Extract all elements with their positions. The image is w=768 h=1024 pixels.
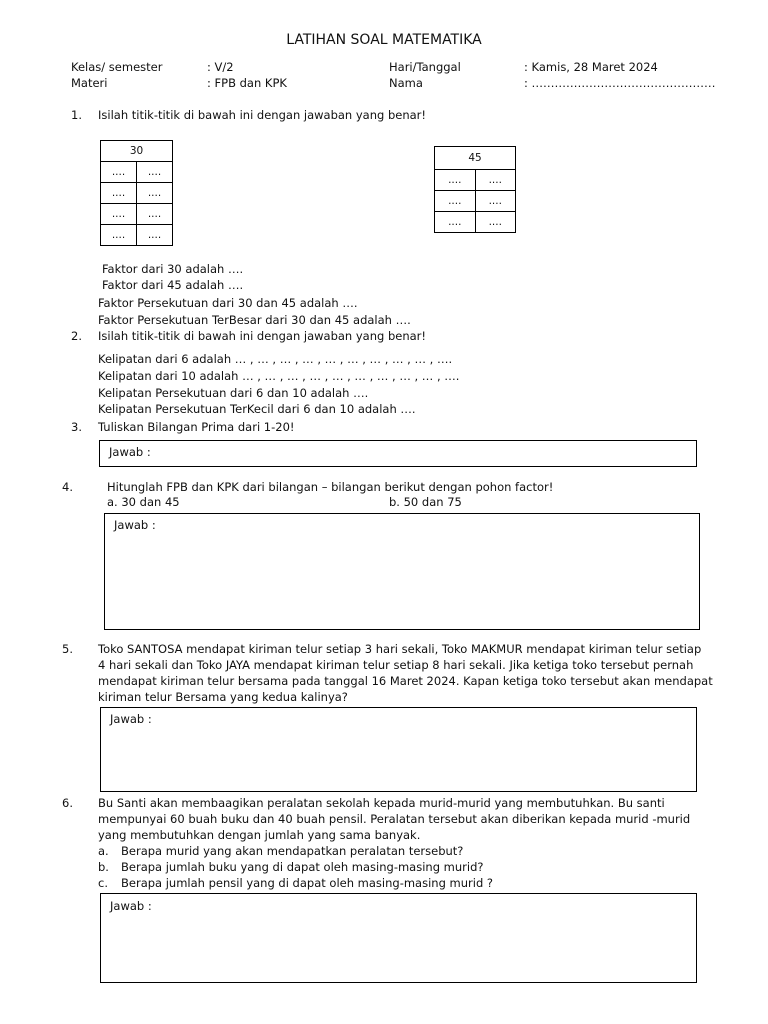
factor-cell: .... [137, 225, 173, 246]
q6-jawab-label: Jawab : [110, 899, 152, 913]
q1-line: Faktor Persekutuan dari 30 dan 45 adalah …. [98, 296, 358, 310]
q5-line: 4 hari sekali dan Toko JAYA mendapat kiriman telur setiap 8 hari sekali. Jika ketiga toko tersebut pernah [98, 658, 694, 672]
factor-cell: .... [137, 162, 173, 183]
q2-number: 2. [71, 329, 82, 343]
factor-cell: .... [101, 162, 137, 183]
factor-cell: .... [435, 170, 476, 191]
q6-sub-label: a. [98, 844, 109, 858]
q1-line: Faktor dari 45 adalah …. [102, 278, 244, 292]
factor-cell: .... [475, 170, 516, 191]
nama-value: : ………………………………………… [524, 76, 716, 90]
factor-cell: .... [137, 183, 173, 204]
factor-table-30 [100, 140, 173, 246]
materi-label: Materi [71, 76, 108, 90]
q5-line: kiriman telur Bersama yang kedua kalinya? [98, 690, 348, 704]
q6-line: mempunyai 60 buah buku dan 40 buah pensil. Peralatan tersebut akan diberikan kepada murid -murid [98, 812, 691, 826]
q5-jawab-label: Jawab : [110, 712, 152, 726]
q3-text: Tuliskan Bilangan Prima dari 1-20! [98, 420, 295, 434]
factor-cell: .... [435, 191, 476, 212]
q2-line: Kelipatan Persekutuan TerKecil dari 6 dan 10 adalah …. [98, 402, 416, 416]
q1-text: Isilah titik-titik di bawah ini dengan jawaban yang benar! [98, 108, 427, 122]
q2-line: Kelipatan Persekutuan dari 6 dan 10 adalah …. [98, 386, 369, 400]
q6-sub-text: Berapa jumlah buku yang di dapat oleh masing-masing murid? [121, 860, 484, 874]
q2-line: Kelipatan dari 6 adalah … , … , … , … , … , … , … , … , … , …. [98, 352, 453, 366]
q5-number: 5. [62, 642, 73, 656]
factor-table-45-head: 45 [435, 147, 516, 170]
q6-line: Bu Santi akan membaagikan peralatan sekolah kepada murid-murid yang membutuhkan. Bu santi [98, 796, 665, 810]
q6-answer-box[interactable] [100, 893, 697, 983]
hari-label: Hari/Tanggal [389, 60, 461, 74]
q4-text: Hitunglah FPB dan KPK dari bilangan – bilangan berikut dengan pohon factor! [107, 480, 554, 494]
factor-cell: .... [475, 212, 516, 233]
q5-line: mendapat kiriman telur bersama pada tanggal 16 Maret 2024. Kapan ketiga toko tersebut akan mendapat [98, 674, 713, 688]
materi-value: : FPB dan KPK [207, 76, 287, 90]
factor-cell: .... [101, 204, 137, 225]
q1-line: Faktor Persekutuan TerBesar dari 30 dan 45 adalah …. [98, 313, 411, 327]
kelas-value: : V/2 [207, 60, 234, 74]
q4-item-b: b. 50 dan 75 [389, 495, 462, 509]
factor-cell: .... [435, 212, 476, 233]
factor-cell: .... [475, 191, 516, 212]
factor-cell: .... [137, 204, 173, 225]
factor-cell: .... [101, 225, 137, 246]
q3-number: 3. [71, 420, 82, 434]
q6-sub-label: c. [98, 876, 108, 890]
factor-cell: .... [101, 183, 137, 204]
q4-answer-box[interactable] [104, 513, 700, 630]
hari-value: : Kamis, 28 Maret 2024 [524, 60, 658, 74]
q1-line: Faktor dari 30 adalah …. [102, 262, 244, 276]
q6-sub-text: Berapa jumlah pensil yang di dapat oleh masing-masing murid ? [121, 876, 493, 890]
q4-number: 4. [62, 480, 73, 494]
q3-jawab-label: Jawab : [109, 445, 151, 459]
kelas-label: Kelas/ semester [71, 60, 163, 74]
q1-number: 1. [71, 108, 82, 122]
q2-line: Kelipatan dari 10 adalah … , … , … , … , … , … , … , … , … , …. [98, 369, 460, 383]
nama-label: Nama [389, 76, 423, 90]
q6-line: yang membutuhkan dengan jumlah yang sama banyak. [98, 828, 421, 842]
q6-sub-label: b. [98, 860, 109, 874]
q5-line: Toko SANTOSA mendapat kiriman telur setiap 3 hari sekali, Toko MAKMUR mendapat kiriman telur setiap [98, 642, 702, 656]
page-title: LATIHAN SOAL MATEMATIKA [286, 32, 482, 48]
q5-answer-box[interactable] [100, 707, 697, 792]
q4-jawab-label: Jawab : [114, 518, 156, 532]
factor-table-45 [434, 146, 516, 233]
q4-item-a: a. 30 dan 45 [107, 495, 180, 509]
q2-text: Isilah titik-titik di bawah ini dengan jawaban yang benar! [98, 329, 427, 343]
q6-number: 6. [62, 796, 73, 810]
q3-answer-box[interactable] [99, 440, 697, 467]
factor-table-30-head: 30 [101, 141, 173, 162]
q6-sub-text: Berapa murid yang akan mendapatkan peralatan tersebut? [121, 844, 464, 858]
